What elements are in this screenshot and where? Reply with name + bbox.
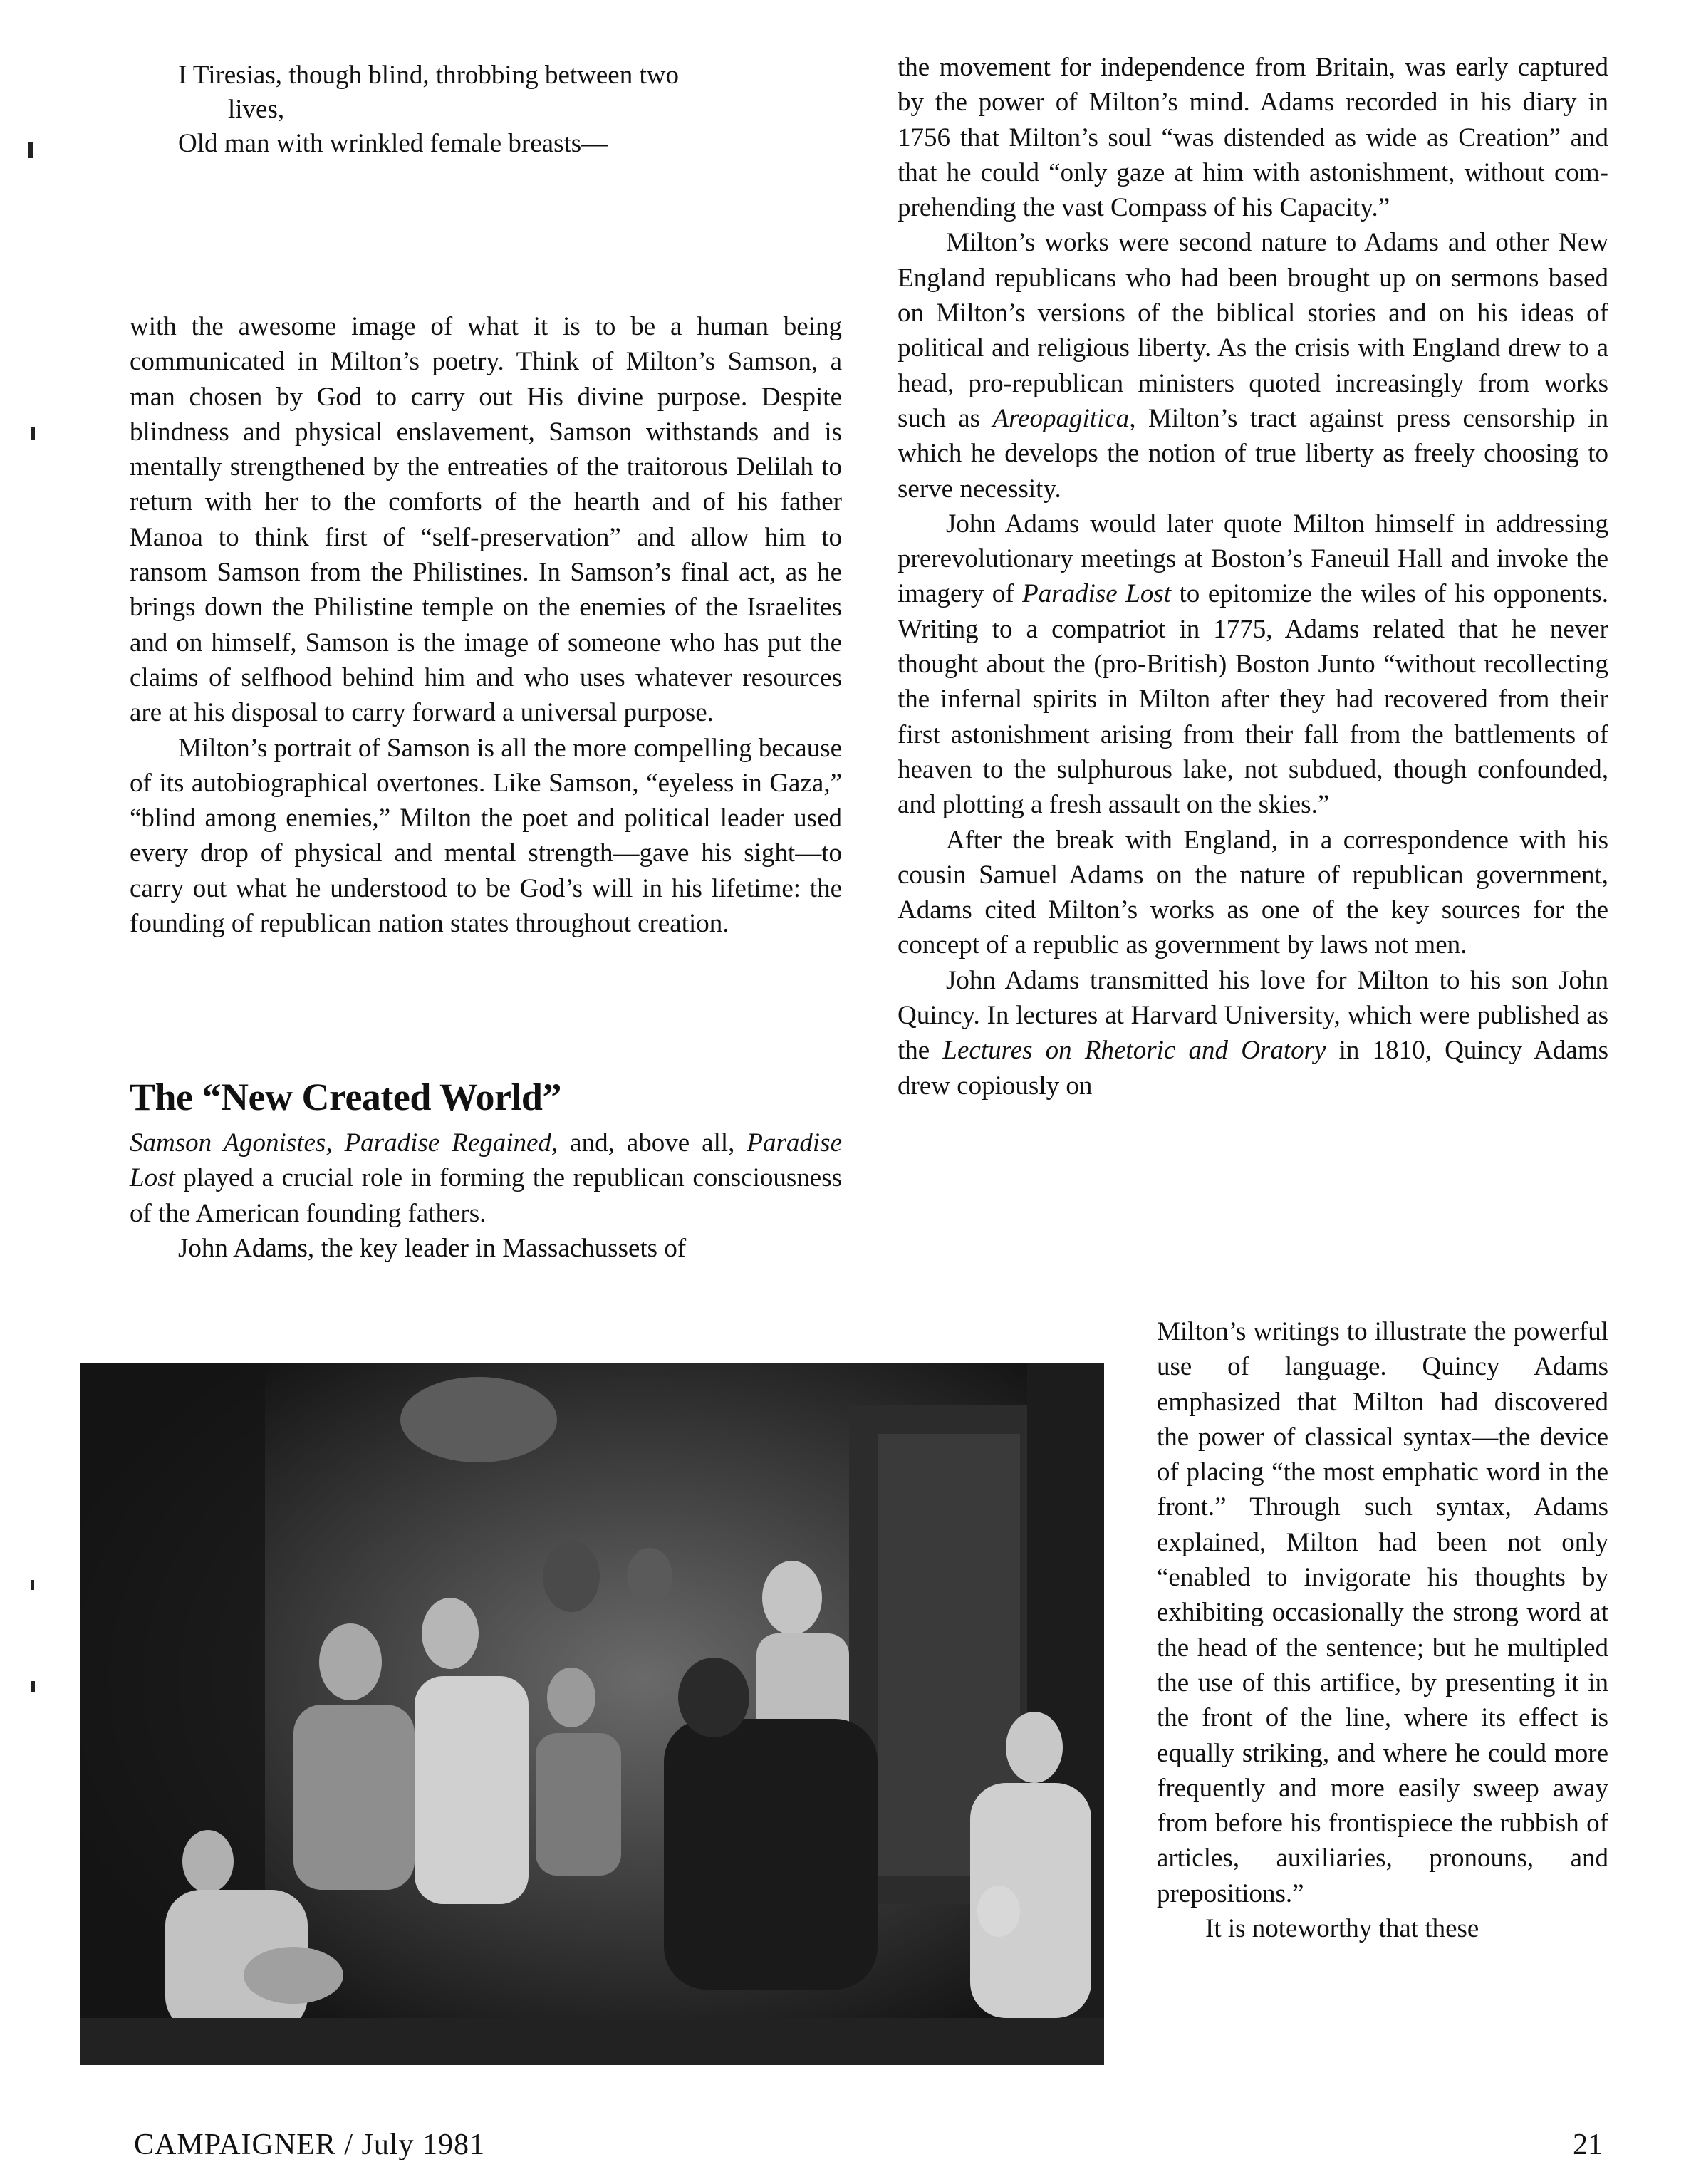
- body-paragraph: John Adams, the key leader in Massachussets of: [178, 1233, 687, 1263]
- text-run: played a crucial role in forming the republican consciousness of the American founding fathers.: [130, 1163, 842, 1228]
- margin-mark: [28, 142, 33, 158]
- poem-line: Old man with wrinkled female breasts—: [178, 129, 608, 158]
- italic-title: Paradise Lost: [130, 1128, 842, 1193]
- publication-footer: CAMPAIGNER / July 1981: [134, 2128, 486, 2161]
- body-paragraph: [130, 1125, 842, 1231]
- body-paragraph: It is noteworthy that these: [1205, 1914, 1479, 1944]
- body-paragraph: [898, 225, 1608, 506]
- body-paragraph: Milton’s writings to illustrate the powerful use of language. Quincy Adams emphasized that Milton had discovered the power of classical syntax—the device of placing “the most emphatic word in the front.” Through such syntax, Adams explained, Milton had been not only “enabled to invigorate his thoughts by exhibiting occasionally the strong word at the head of the sentence; but he multipled the use of this artifice, by presenting it in the front of the line, where its effect is equally striking, and where he could more frequently and more easily sweep away from before his frontispiece the rubbish of articles, auxiliaries, pronouns, and prepositions.”: [1157, 1317, 1608, 1908]
- margin-mark: [31, 1580, 34, 1590]
- text-run: to epitomize the wiles of his opponents. Writing to a compatriot in 1775, Adams related that he never thought about the (pro-British) Boston Junto “without recollecting the infernal spirits in Milton after they had recovered from their first astonishment arising from their fall from the battlements of heaven to the sulphurous lake, not subdued, though confounded, and plotting a fresh assault on the skies.”: [898, 579, 1609, 820]
- epigraph-poem: [178, 58, 819, 161]
- italic-title: Areopagitica,: [992, 403, 1136, 433]
- margin-mark: [31, 1681, 35, 1692]
- text-run: Milton’s tract against press censorship in which he develops the notion of true liberty as freely choosing to serve necessity.: [898, 403, 1608, 504]
- italic-title: Lectures on Rhetoric and Oratory: [942, 1036, 1326, 1066]
- body-paragraph: with the awesome image of what it is to be a human being communicated in Milton’s poetry. Think of Milton’s Samson, a man chosen by God to carry out His divine purpose. Despite blindness and physical enslavement, Samson withstands and is mentally strengthened by the entreaties of the traitorous Delilah to return with her to the comforts of the hearth and of his father Manoa to think first of “self-preservation” and allow him to ransom Samson from the Philistines. In Samson’s final act, as he brings down the Philistine temple on the enemies of the Israelites and on himself, Samson is the image of someone who has put the claims of selfhood behind him and who uses whatever resources are at his disposal to carry forward a universal purpose.: [130, 312, 842, 728]
- text-run: and, above all,: [558, 1128, 747, 1158]
- left-column-lower: [130, 1125, 842, 1266]
- body-paragraph: Milton’s portrait of Samson is all the more compelling because of its autobiographical overtones. Like Samson, “eyeless in Gaza,” “blind among enemies,” Milton the poet and political leader used every drop of physical and mental strength—gave his sight—to carry out what he understood to be God’s will in his lifetime: the founding of republican nation states throughout creation.: [130, 733, 843, 939]
- wrap-column: [1157, 1314, 1608, 1946]
- text-run: in 1810, Quincy Adams drew copiously on: [898, 1036, 1609, 1101]
- page-number: 21: [1573, 2128, 1603, 2161]
- body-paragraph: the movement for independence from Britain, was early captured by the power of Milton’s mind. Adams recorded in his diary in 1756 that Milton’s soul “was distended as wide as Creation” and that he could “only gaze at him with astonishment, without comprehending the vast Compass of his Capacity.”: [898, 53, 1608, 223]
- text-run: Milton’s works were second nature to Adams and other New England republicans who had been brought up on sermons based on Milton’s versions of the biblical stories and on his ideas of political and religious liberty. As the crisis with England drew to a head, pro-republican ministers quoted increasingly from works such as: [898, 228, 1608, 433]
- margin-mark: [31, 427, 35, 440]
- italic-title: Samson Agonistes, Paradise Regained,: [130, 1128, 558, 1158]
- text-run: John Adams would later quote Milton himself in addressing prerevolutionary meetings at Boston’s Faneuil Hall and invoke the imagery of: [898, 509, 1608, 609]
- italic-title: Paradise Lost: [1022, 579, 1171, 609]
- body-paragraph: [898, 963, 1608, 1103]
- text-run: John Adams transmitted his love for Milton to his son John Quincy. In lectures at Harvard University, which were published as the: [898, 965, 1608, 1066]
- body-paragraph: [898, 506, 1608, 823]
- section-heading: The “New Created World”: [130, 1076, 561, 1118]
- painting-photo: [80, 1363, 1104, 2065]
- painting-image: [80, 1363, 1104, 2065]
- poem-line: lives,: [228, 95, 285, 124]
- left-column: [130, 309, 842, 941]
- right-column: [898, 50, 1608, 1103]
- body-paragraph: After the break with England, in a correspondence with his cousin Samuel Adams on the nature of republican government, Adams cited Milton’s works as one of the key sources for the concept of a republic as government by laws not men.: [898, 825, 1608, 960]
- poem-line: I Tiresias, though blind, throbbing between two: [178, 61, 679, 90]
